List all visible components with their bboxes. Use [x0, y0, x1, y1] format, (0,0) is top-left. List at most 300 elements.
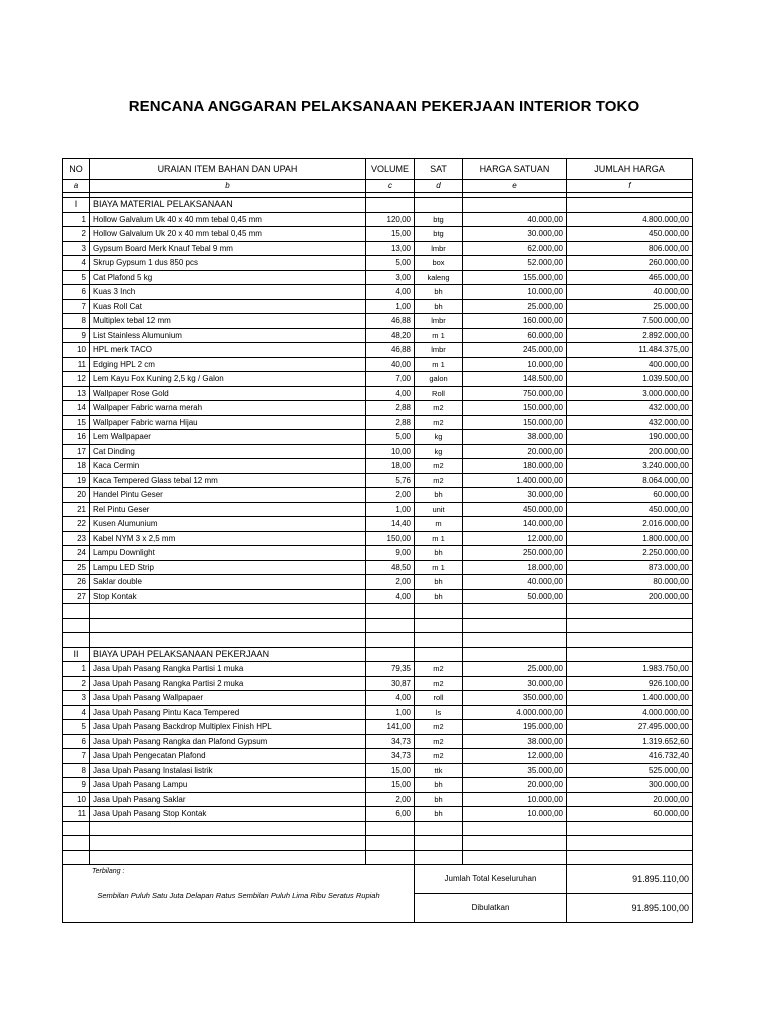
item-description: Wallpaper Rose Gold — [90, 386, 366, 401]
item-unit: m2 — [415, 662, 463, 677]
total-value: 91.895.110,00 — [567, 865, 693, 894]
item-unit-price: 148.500,00 — [463, 372, 567, 387]
item-total-price: 11.484.375,00 — [567, 343, 693, 358]
table-row — [63, 299, 693, 314]
item-no: 27 — [63, 589, 90, 604]
total-label: Jumlah Total Keseluruhan — [415, 865, 567, 894]
item-unit-price: 60.000,00 — [463, 328, 567, 343]
letter-d: d — [415, 180, 463, 193]
empty-cell — [463, 836, 567, 851]
empty-cell — [366, 821, 415, 836]
table-row — [63, 792, 693, 807]
table-row — [63, 430, 693, 445]
item-unit: galon — [415, 372, 463, 387]
item-unit-price: 245.000,00 — [463, 343, 567, 358]
empty-cell — [63, 633, 90, 648]
item-total-price: 416.732,40 — [567, 749, 693, 764]
item-description: Jasa Upah Pasang Instalasi listrik — [90, 763, 366, 778]
item-unit: m 1 — [415, 531, 463, 546]
item-unit-price: 40.000,00 — [463, 575, 567, 590]
item-unit: bh — [415, 807, 463, 822]
item-unit-price: 10.000,00 — [463, 285, 567, 300]
empty-cell — [567, 604, 693, 619]
empty-cell — [63, 850, 90, 865]
item-unit-price: 25.000,00 — [463, 662, 567, 677]
item-unit: m2 — [415, 676, 463, 691]
empty-cell — [463, 618, 567, 633]
item-description: HPL merk TACO — [90, 343, 366, 358]
section-1-header — [63, 198, 693, 213]
table-row — [63, 227, 693, 242]
item-total-price: 1.983.750,00 — [567, 662, 693, 677]
item-volume: 2,00 — [366, 488, 415, 503]
item-total-price: 432.000,00 — [567, 401, 693, 416]
empty-cell — [463, 821, 567, 836]
item-unit-price: 12.000,00 — [463, 749, 567, 764]
item-no: 10 — [63, 343, 90, 358]
table-row — [63, 778, 693, 793]
item-description: Jasa Upah Pengecatan Plafond — [90, 749, 366, 764]
item-volume: 46,88 — [366, 343, 415, 358]
item-unit: m2 — [415, 459, 463, 474]
item-unit-price: 62.000,00 — [463, 241, 567, 256]
item-no: 12 — [63, 372, 90, 387]
item-unit: Roll — [415, 386, 463, 401]
letter-b: b — [90, 180, 366, 193]
table-row — [63, 575, 693, 590]
item-volume: 1,00 — [366, 705, 415, 720]
item-unit: m2 — [415, 720, 463, 735]
item-total-price: 80.000,00 — [567, 575, 693, 590]
item-no: 4 — [63, 705, 90, 720]
item-total-price: 20.000,00 — [567, 792, 693, 807]
header-no: NO — [63, 159, 90, 180]
item-total-price: 200.000,00 — [567, 444, 693, 459]
section-2-header — [63, 647, 693, 662]
table-row — [63, 749, 693, 764]
item-no: 5 — [63, 720, 90, 735]
item-unit: bh — [415, 546, 463, 561]
item-volume: 5,00 — [366, 256, 415, 271]
item-unit-price: 160.000,00 — [463, 314, 567, 329]
item-unit-price: 350.000,00 — [463, 691, 567, 706]
table-row — [63, 502, 693, 517]
item-unit-price: 155.000,00 — [463, 270, 567, 285]
item-volume: 2,00 — [366, 575, 415, 590]
item-unit-price: 250.000,00 — [463, 546, 567, 561]
empty-cell — [366, 198, 415, 213]
table-row — [63, 807, 693, 822]
item-no: 7 — [63, 299, 90, 314]
item-unit-price: 10.000,00 — [463, 807, 567, 822]
blank-row — [63, 836, 693, 851]
table-row — [63, 662, 693, 677]
item-unit: roll — [415, 691, 463, 706]
table-row — [63, 270, 693, 285]
item-total-price: 7.500.000,00 — [567, 314, 693, 329]
item-total-price: 25.000,00 — [567, 299, 693, 314]
item-total-price: 4.000.000,00 — [567, 705, 693, 720]
empty-cell — [63, 604, 90, 619]
table-row — [63, 401, 693, 416]
empty-cell — [366, 836, 415, 851]
item-no: 25 — [63, 560, 90, 575]
empty-cell — [463, 633, 567, 648]
item-total-price: 3.000.000,00 — [567, 386, 693, 401]
item-description: Jasa Upah Pasang Pintu Kaca Tempered — [90, 705, 366, 720]
section-1-no: I — [63, 198, 90, 213]
item-total-price: 190.000,00 — [567, 430, 693, 445]
item-unit: m — [415, 517, 463, 532]
item-unit: lmbr — [415, 241, 463, 256]
item-unit: btg — [415, 227, 463, 242]
empty-cell — [415, 647, 463, 662]
item-description: Jasa Upah Pasang Backdrop Multiplex Finish HPL — [90, 720, 366, 735]
item-unit: m2 — [415, 473, 463, 488]
table-row — [63, 546, 693, 561]
item-description: Skrup Gypsum 1 dus 850 pcs — [90, 256, 366, 271]
item-unit-price: 180.000,00 — [463, 459, 567, 474]
item-total-price: 200.000,00 — [567, 589, 693, 604]
item-total-price: 4.800.000,00 — [567, 212, 693, 227]
blank-row — [63, 821, 693, 836]
budget-table — [62, 158, 693, 923]
item-description: Jasa Upah Pasang Lampu — [90, 778, 366, 793]
item-description: Wallpaper Fabric warna merah — [90, 401, 366, 416]
item-description: Jasa Upah Pasang Stop Kontak — [90, 807, 366, 822]
item-unit-price: 18.000,00 — [463, 560, 567, 575]
item-total-price: 1.400.000,00 — [567, 691, 693, 706]
item-no: 11 — [63, 807, 90, 822]
table-row — [63, 734, 693, 749]
item-description: Cat Plafond 5 kg — [90, 270, 366, 285]
item-unit: bh — [415, 792, 463, 807]
item-description: Edging HPL 2 cm — [90, 357, 366, 372]
item-volume: 1,00 — [366, 299, 415, 314]
item-description: Multiplex tebal 12 mm — [90, 314, 366, 329]
item-description: Stop Kontak — [90, 589, 366, 604]
item-volume: 4,00 — [366, 589, 415, 604]
item-no: 2 — [63, 676, 90, 691]
item-description: List Stainless Alumunium — [90, 328, 366, 343]
item-no: 15 — [63, 415, 90, 430]
item-unit-price: 30.000,00 — [463, 227, 567, 242]
item-unit: m2 — [415, 415, 463, 430]
item-unit: kg — [415, 444, 463, 459]
item-description: Hollow Galvalum Uk 20 x 40 mm tebal 0,45 mm — [90, 227, 366, 242]
item-volume: 120,00 — [366, 212, 415, 227]
table-row — [63, 705, 693, 720]
header-harga-satuan: HARGA SATUAN — [463, 159, 567, 180]
empty-cell — [415, 821, 463, 836]
item-unit-price: 1.400.000,00 — [463, 473, 567, 488]
item-volume: 4,00 — [366, 386, 415, 401]
item-total-price: 2.892.000,00 — [567, 328, 693, 343]
empty-cell — [366, 618, 415, 633]
empty-cell — [90, 633, 366, 648]
table-row — [63, 256, 693, 271]
empty-cell — [463, 604, 567, 619]
table-row — [63, 212, 693, 227]
item-no: 16 — [63, 430, 90, 445]
item-no: 5 — [63, 270, 90, 285]
item-description: Kaca Cermin — [90, 459, 366, 474]
empty-cell — [415, 633, 463, 648]
item-description: Jasa Upah Pasang Rangka Partisi 2 muka — [90, 676, 366, 691]
item-total-price: 300.000,00 — [567, 778, 693, 793]
empty-cell — [90, 604, 366, 619]
item-description: Wallpaper Fabric warna Hijau — [90, 415, 366, 430]
item-total-price: 1.039.500,00 — [567, 372, 693, 387]
table-row — [63, 560, 693, 575]
item-unit: ttk — [415, 763, 463, 778]
item-total-price: 400.000,00 — [567, 357, 693, 372]
item-unit-price: 150.000,00 — [463, 401, 567, 416]
item-description: Jasa Upah Pasang Rangka Partisi 1 muka — [90, 662, 366, 677]
page-title: RENCANA ANGGARAN PELAKSANAAN PEKERJAAN INTERIOR TOKO — [128, 98, 640, 115]
item-volume: 48,20 — [366, 328, 415, 343]
item-no: 24 — [63, 546, 90, 561]
item-no: 4 — [63, 256, 90, 271]
item-volume: 2,00 — [366, 792, 415, 807]
item-no: 1 — [63, 662, 90, 677]
item-description: Lampu LED Strip — [90, 560, 366, 575]
section-2-label: BIAYA UPAH PELAKSANAAN PEKERJAAN — [90, 647, 366, 662]
item-no: 6 — [63, 285, 90, 300]
item-no: 17 — [63, 444, 90, 459]
item-unit: m 1 — [415, 357, 463, 372]
item-no: 21 — [63, 502, 90, 517]
item-no: 3 — [63, 691, 90, 706]
item-unit: kg — [415, 430, 463, 445]
table-row — [63, 357, 693, 372]
item-description: Lem Kayu Fox Kuning 2,5 kg / Galon — [90, 372, 366, 387]
item-unit-price: 12.000,00 — [463, 531, 567, 546]
letter-a: a — [63, 180, 90, 193]
item-description: Jasa Upah Pasang Rangka dan Plafond Gypsum — [90, 734, 366, 749]
empty-cell — [90, 836, 366, 851]
item-volume: 46,88 — [366, 314, 415, 329]
blank-row — [63, 633, 693, 648]
item-total-price: 450.000,00 — [567, 502, 693, 517]
item-volume: 1,00 — [366, 502, 415, 517]
item-description: Lem Wallpapaer — [90, 430, 366, 445]
item-description: Lampu Downlight — [90, 546, 366, 561]
item-volume: 4,00 — [366, 285, 415, 300]
item-volume: 9,00 — [366, 546, 415, 561]
item-total-price: 60.000,00 — [567, 807, 693, 822]
item-unit: m2 — [415, 734, 463, 749]
empty-cell — [415, 604, 463, 619]
empty-cell — [90, 618, 366, 633]
item-no: 9 — [63, 778, 90, 793]
column-letter-row — [63, 180, 693, 193]
item-unit-price: 150.000,00 — [463, 415, 567, 430]
table-row — [63, 241, 693, 256]
blank-row — [63, 618, 693, 633]
item-description: Cat Dinding — [90, 444, 366, 459]
item-no: 6 — [63, 734, 90, 749]
header-volume: VOLUME — [366, 159, 415, 180]
table-row — [63, 328, 693, 343]
item-description: Kusen Alumunium — [90, 517, 366, 532]
item-no: 18 — [63, 459, 90, 474]
item-total-price: 27.495.000,00 — [567, 720, 693, 735]
header-uraian: URAIAN ITEM BAHAN DAN UPAH — [90, 159, 366, 180]
item-total-price: 60.000,00 — [567, 488, 693, 503]
item-no: 3 — [63, 241, 90, 256]
item-volume: 48,50 — [366, 560, 415, 575]
header-jumlah-harga: JUMLAH HARGA — [567, 159, 693, 180]
item-volume: 10,00 — [366, 444, 415, 459]
item-description: Kuas Roll Cat — [90, 299, 366, 314]
item-description: Handel Pintu Geser — [90, 488, 366, 503]
section-2-no: II — [63, 647, 90, 662]
item-unit-price: 52.000,00 — [463, 256, 567, 271]
empty-cell — [366, 604, 415, 619]
letter-f: f — [567, 180, 693, 193]
item-no: 26 — [63, 575, 90, 590]
item-no: 13 — [63, 386, 90, 401]
table-row — [63, 589, 693, 604]
item-volume: 30,87 — [366, 676, 415, 691]
item-no: 9 — [63, 328, 90, 343]
item-total-price: 3.240.000,00 — [567, 459, 693, 474]
item-unit: bh — [415, 589, 463, 604]
blank-row — [63, 850, 693, 865]
item-total-price: 1.800.000,00 — [567, 531, 693, 546]
empty-cell — [567, 198, 693, 213]
table-row — [63, 763, 693, 778]
item-total-price: 8.064.000,00 — [567, 473, 693, 488]
item-unit: bh — [415, 575, 463, 590]
item-unit: bh — [415, 488, 463, 503]
item-volume: 15,00 — [366, 763, 415, 778]
item-description: Rel Pintu Geser — [90, 502, 366, 517]
item-total-price: 525.000,00 — [567, 763, 693, 778]
item-unit-price: 40.000,00 — [463, 212, 567, 227]
item-unit: unit — [415, 502, 463, 517]
empty-cell — [567, 850, 693, 865]
item-volume: 15,00 — [366, 227, 415, 242]
item-unit: m 1 — [415, 560, 463, 575]
item-volume: 141,00 — [366, 720, 415, 735]
empty-cell — [567, 821, 693, 836]
item-volume: 34,73 — [366, 734, 415, 749]
header-row — [63, 159, 693, 180]
empty-cell — [567, 633, 693, 648]
item-unit: box — [415, 256, 463, 271]
item-total-price: 465.000,00 — [567, 270, 693, 285]
item-unit-price: 450.000,00 — [463, 502, 567, 517]
item-total-price: 926.100,00 — [567, 676, 693, 691]
item-volume: 150,00 — [366, 531, 415, 546]
rounded-label: Dibulatkan — [415, 894, 567, 923]
item-unit-price: 10.000,00 — [463, 357, 567, 372]
item-unit-price: 20.000,00 — [463, 778, 567, 793]
item-unit-price: 195.000,00 — [463, 720, 567, 735]
item-unit-price: 140.000,00 — [463, 517, 567, 532]
empty-cell — [463, 850, 567, 865]
terbilang-cell — [63, 865, 415, 923]
empty-cell — [567, 618, 693, 633]
table-row — [63, 372, 693, 387]
item-unit: ls — [415, 705, 463, 720]
item-description: Kuas 3 Inch — [90, 285, 366, 300]
item-description: Kaca Tempered Glass tebal 12 mm — [90, 473, 366, 488]
item-unit-price: 20.000,00 — [463, 444, 567, 459]
table-row — [63, 444, 693, 459]
table-row — [63, 415, 693, 430]
item-volume: 40,00 — [366, 357, 415, 372]
terbilang-text: Sembilan Puluh Satu Juta Delapan Ratus Sembilan Puluh Lima Ribu Seratus Rupiah — [97, 891, 380, 900]
item-volume: 7,00 — [366, 372, 415, 387]
item-volume: 5,76 — [366, 473, 415, 488]
empty-cell — [63, 821, 90, 836]
item-volume: 79,35 — [366, 662, 415, 677]
item-total-price: 2.016.000,00 — [567, 517, 693, 532]
empty-cell — [366, 850, 415, 865]
footer-row-total — [63, 865, 693, 894]
item-no: 8 — [63, 314, 90, 329]
item-unit: bh — [415, 299, 463, 314]
item-unit-price: 750.000,00 — [463, 386, 567, 401]
empty-cell — [415, 618, 463, 633]
table-row — [63, 314, 693, 329]
item-unit-price: 35.000,00 — [463, 763, 567, 778]
empty-cell — [366, 633, 415, 648]
item-unit-price: 4.000.000,00 — [463, 705, 567, 720]
item-unit: kaleng — [415, 270, 463, 285]
item-unit-price: 38.000,00 — [463, 430, 567, 445]
table-row — [63, 531, 693, 546]
empty-cell — [63, 836, 90, 851]
item-total-price: 2.250.000,00 — [567, 546, 693, 561]
item-total-price: 432.000,00 — [567, 415, 693, 430]
table-row — [63, 517, 693, 532]
item-unit-price: 10.000,00 — [463, 792, 567, 807]
table-row — [63, 676, 693, 691]
empty-cell — [463, 647, 567, 662]
item-unit-price: 30.000,00 — [463, 676, 567, 691]
item-total-price: 806.000,00 — [567, 241, 693, 256]
item-unit: m 1 — [415, 328, 463, 343]
item-unit-price: 50.000,00 — [463, 589, 567, 604]
item-unit: lmbr — [415, 314, 463, 329]
item-no: 1 — [63, 212, 90, 227]
table-row — [63, 285, 693, 300]
item-unit: btg — [415, 212, 463, 227]
table-row — [63, 691, 693, 706]
item-total-price: 260.000,00 — [567, 256, 693, 271]
item-volume: 18,00 — [366, 459, 415, 474]
empty-cell — [90, 850, 366, 865]
item-total-price: 1.319.652,60 — [567, 734, 693, 749]
item-description: Hollow Galvalum Uk 40 x 40 mm tebal 0,45 mm — [90, 212, 366, 227]
item-unit: lmbr — [415, 343, 463, 358]
item-unit-price: 25.000,00 — [463, 299, 567, 314]
empty-cell — [90, 821, 366, 836]
table-row — [63, 720, 693, 735]
item-no: 19 — [63, 473, 90, 488]
table-row — [63, 473, 693, 488]
item-volume: 2,88 — [366, 401, 415, 416]
item-volume: 14,40 — [366, 517, 415, 532]
empty-cell — [415, 850, 463, 865]
item-volume: 3,00 — [366, 270, 415, 285]
rounded-value: 91.895.100,00 — [567, 894, 693, 923]
item-unit-price: 30.000,00 — [463, 488, 567, 503]
